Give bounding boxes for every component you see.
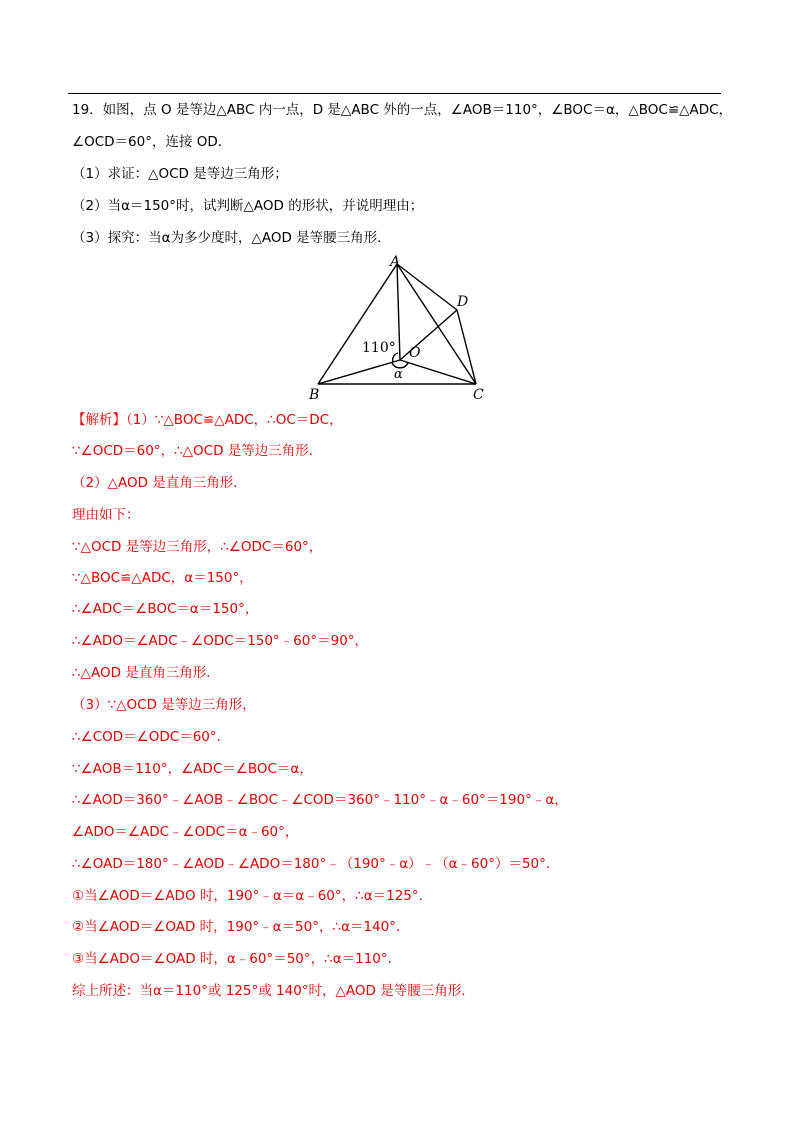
segment-dc (457, 310, 476, 384)
solution-line-12: ∵∠AOB＝110°，∠ADC＝∠BOC＝α， (72, 761, 313, 777)
solution-line-2: ∵∠OCD＝60°，∴△OCD 是等边三角形． (72, 443, 323, 459)
question-part-1: （1）求证：△OCD 是等边三角形； (72, 166, 288, 182)
geometry-figure (300, 250, 500, 400)
label-angle-110: 110° (362, 340, 396, 356)
segment-ad (397, 264, 457, 310)
label-a: A (390, 254, 401, 270)
segment-ac (397, 264, 476, 384)
solution-line-4: 理由如下： (72, 507, 140, 523)
solution-line-9: ∴△AOD 是直角三角形． (72, 665, 220, 681)
label-d: D (457, 294, 469, 310)
solution-line-15: ∴∠OAD＝180°﹣∠AOD﹣∠ADO＝180°﹣（190°﹣α）﹣（α﹣60°）＝50°． (72, 856, 560, 872)
label-alpha: α (394, 367, 403, 382)
question-part-3: （3）探究：当α为多少度时，△AOD 是等腰三角形． (72, 230, 391, 246)
solution-line-11: ∴∠COD＝∠ODC＝60°． (72, 729, 231, 745)
solution-line-1: 【解析】（1）∵△BOC≌△ADC，∴OC＝DC， (72, 412, 343, 428)
segment-ab (318, 264, 397, 384)
solution-line-8: ∴∠ADO＝∠ADC﹣∠ODC＝150°﹣60°＝90°， (72, 633, 369, 649)
solution-line-13: ∴∠AOD＝360°﹣∠AOB﹣∠BOC﹣∠COD＝360°﹣110°﹣α﹣60°＝190°﹣α， (72, 792, 568, 808)
solution-line-14: ∠ADO＝∠ADC﹣∠ODC＝α﹣60°， (72, 824, 299, 840)
solution-line-17: ②当∠AOD＝∠OAD 时，190°﹣α＝50°，∴α＝140°． (72, 919, 410, 935)
solution-line-18: ③当∠ADO＝∠OAD 时，α﹣60°＝50°，∴α＝110°． (72, 951, 402, 967)
question-part-2: （2）当α＝150°时，试判断△AOD 的形状，并说明理由； (72, 198, 424, 214)
solution-line-10: （3）∵△OCD 是等边三角形， (72, 697, 256, 713)
top-rule (68, 93, 721, 94)
solution-line-19: 综上所述：当α＝110°或 125°或 140°时，△AOD 是等腰三角形． (72, 983, 475, 999)
solution-heading: 【解析】 (72, 412, 126, 428)
solution-line-5: ∵△OCD 是等边三角形，∴∠ODC＝60°， (72, 539, 323, 555)
question-line-1: 19．如图，点 O 是等边△ABC 内一点，D 是△ABC 外的一点，∠AOB＝110°，∠BOC＝α，△BOC≌△ADC， (72, 102, 733, 118)
segment-oc (400, 360, 476, 384)
question-line-2: ∠OCD＝60°，连接 OD． (72, 134, 232, 150)
label-c: C (473, 387, 484, 400)
label-o: O (409, 345, 421, 361)
segment-bo (318, 360, 400, 384)
segment-ao (397, 264, 400, 360)
solution-line-16: ①当∠AOD＝∠ADO 时，190°﹣α＝α﹣60°，∴α＝125°． (72, 888, 433, 904)
solution-line-6: ∵△BOC≌△ADC，α＝150°， (72, 570, 253, 586)
label-b: B (309, 387, 320, 400)
solution-line-7: ∴∠ADC＝∠BOC＝α＝150°， (72, 601, 259, 617)
solution-line-3: （2）△AOD 是直角三角形． (72, 475, 247, 491)
